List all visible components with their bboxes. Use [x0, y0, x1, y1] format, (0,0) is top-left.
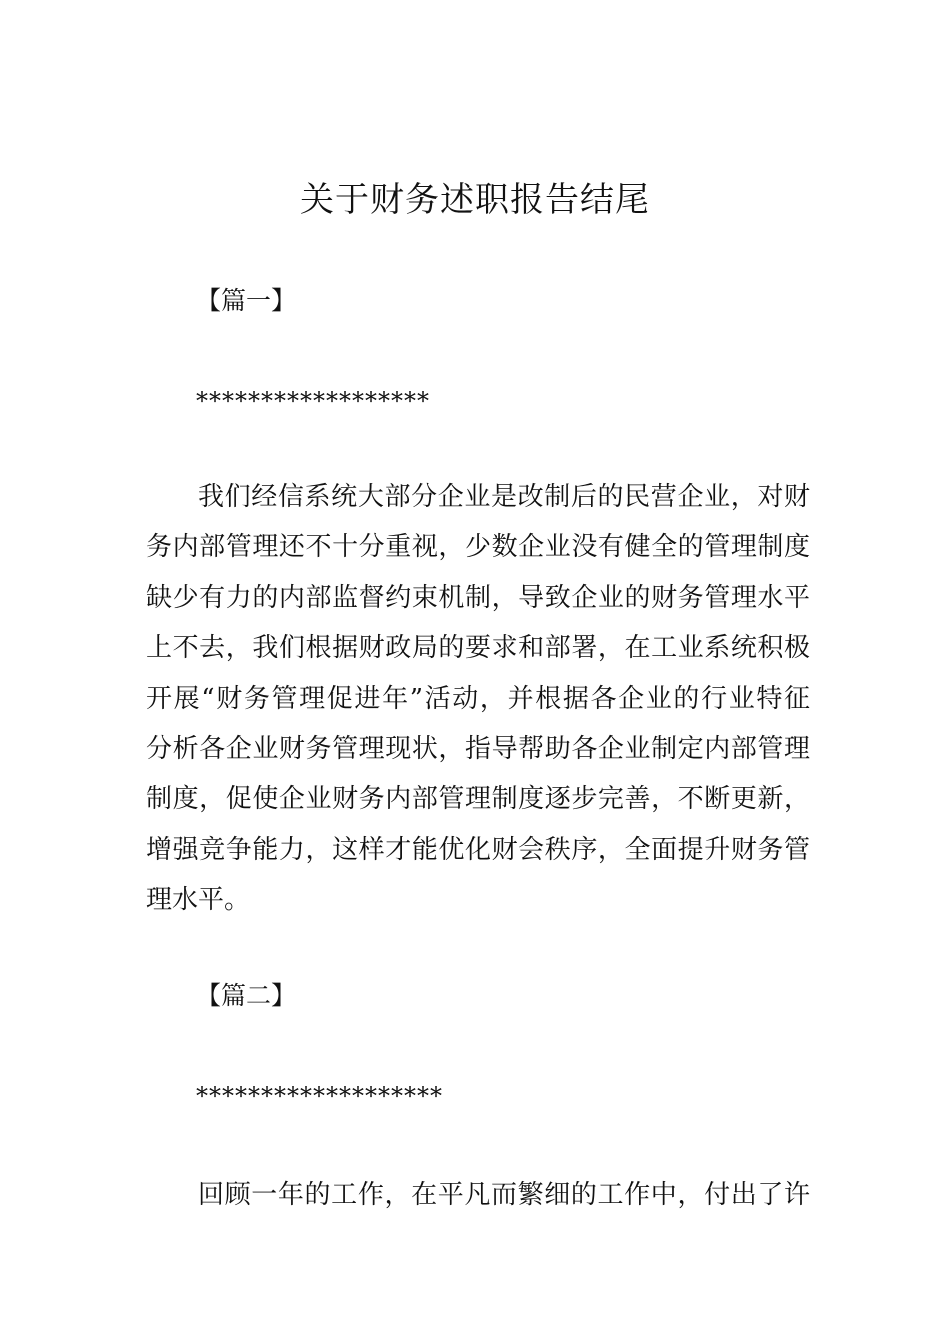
paragraph-line: 回顾一年的工作，在平凡而繁细的工作中，付出了许: [198, 1180, 810, 1210]
section-1-separator: ******************: [196, 387, 430, 415]
document-title: 关于财务述职报告结尾: [300, 180, 650, 220]
section-heading-1: 【篇一】: [196, 286, 297, 315]
paragraph-line: 上不去，我们根据财政局的要求和部署，在工业系统积极: [146, 633, 810, 664]
paragraph-line: 理水平。: [146, 885, 251, 916]
paragraph-line: 制度，促使企业财务内部管理制度逐步完善，不断更新，: [146, 784, 810, 815]
section-1-paragraph: [146, 472, 810, 926]
paragraph-line: 分析各企业财务管理现状，指导帮助各企业制定内部管理: [146, 734, 810, 765]
section-2-separator: *******************: [196, 1082, 443, 1110]
paragraph-line: 开展“财务管理促进年”活动，并根据各企业的行业特征: [146, 683, 810, 714]
paragraph-line: 缺少有力的内部监督约束机制，导致企业的财务管理水平: [146, 582, 810, 613]
section-2-paragraph: [146, 1170, 810, 1220]
paragraph-line: 务内部管理还不十分重视，少数企业没有健全的管理制度: [146, 532, 810, 563]
section-heading-2: 【篇二】: [196, 981, 297, 1010]
paragraph-line: 增强竞争能力，这样才能优化财会秩序，全面提升财务管: [146, 834, 810, 865]
paragraph-line: 我们经信系统大部分企业是改制后的民营企业，对财: [198, 482, 810, 512]
